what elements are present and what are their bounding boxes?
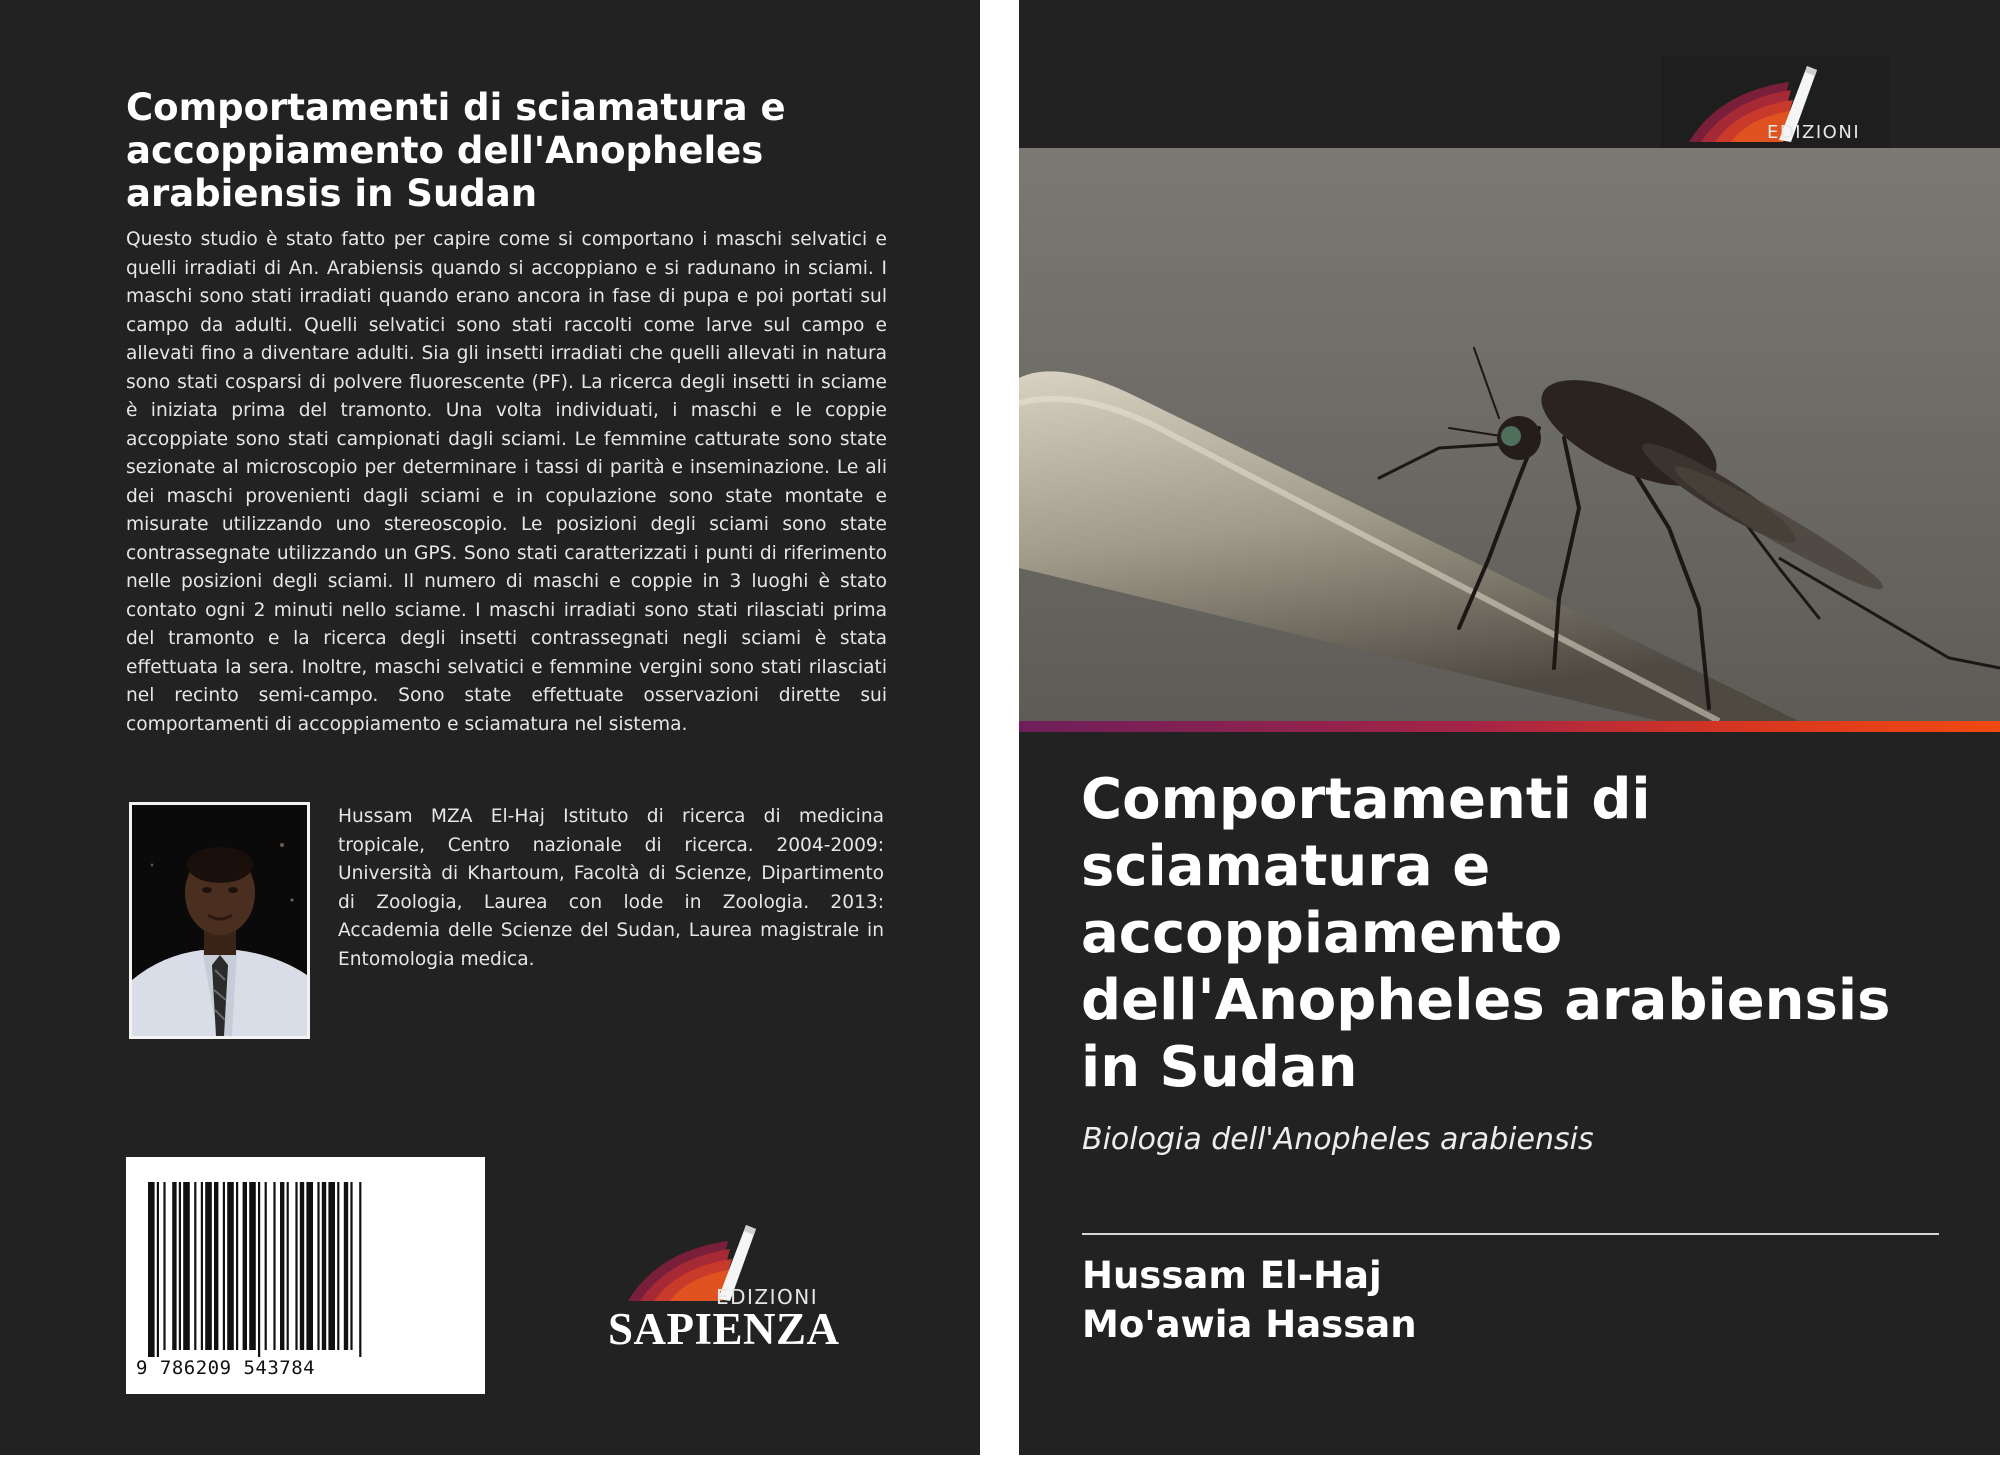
front-cover-title: Comportamenti di sciamatura e accoppiamento dell'Anopheles arabiensis in Sudan	[1081, 767, 1891, 1100]
barcode-bar	[328, 1182, 335, 1350]
barcode-bar	[148, 1182, 155, 1357]
barcode-bar	[258, 1182, 260, 1357]
divider	[1082, 1233, 1939, 1235]
barcode-bar	[243, 1182, 247, 1350]
publisher-logo-back	[600, 1215, 840, 1354]
barcode-bar	[172, 1182, 176, 1350]
barcode-bar	[344, 1182, 348, 1350]
barcode-bar	[236, 1182, 238, 1350]
barcode-bar	[157, 1182, 159, 1357]
back-cover-summary: Questo studio è stato fatto per capire come si comportano i maschi selvatici e quelli irradiati di An. Arabiensis quando si accoppiano e si radunano in sciami. I maschi sono stati irradiati quando erano ancora in fase di pupa e poi portati sul campo da adulti. Quelli selvatici sono stati raccolti come larve sul campo e allevati fino a diventare adulti. Sia gli insetti irradiati che quelli allevati in natura sono stati cosparsi di polvere fluorescente (PF). La ricerca degli insetti in sciame è iniziata prima del tramonto. Una volta individuati, i maschi e le coppie accoppiate sono stati campionati dagli sciami. Le femmine catturate sono state sezionate al microscopio per determinare i tassi di parità e inseminazione. Le ali dei maschi provenienti dagli sciami e in copulazione sono state montate e misurate utilizzando uno stereoscopio. Le posizioni degli sciami sono state contrassegnate utilizzando un GPS. Sono stati caratterizzati i punti di riferimento nelle posizioni degli sciami. Il numero di maschi e coppie in 3 luoghi è stato contato ogni 2 minuti nello sciame. I maschi irradiati sono stati rilasciati prima del tramonto e la ricerca degli insetti contrassegnati negli sciami è stata effettuata la sera. Inoltre, maschi selvatici e femmine vergini sono stati rilasciati nel recinto semi-campo. Sono state effettuate osservazioni dirette sui comportamenti di accoppiamento e sciamatura nel sistema.	[126, 229, 887, 735]
barcode-bar	[179, 1182, 181, 1350]
barcode-bar	[205, 1182, 212, 1350]
barcode-bar	[280, 1182, 284, 1350]
back-cover-title: Comportamenti di sciamatura e accoppiamento dell'Anopheles arabiensis in Sudan	[126, 86, 786, 215]
barcode-bar	[265, 1182, 267, 1350]
publisher-line2: SAPIENZA	[608, 1304, 840, 1354]
barcode-bar	[317, 1182, 319, 1350]
barcode-bar	[214, 1182, 218, 1350]
author-photo	[129, 802, 310, 1039]
accent-bar	[1019, 721, 2000, 732]
barcode-bar	[306, 1182, 313, 1350]
barcode-bar	[183, 1182, 190, 1350]
barcode-bar	[194, 1182, 196, 1350]
mosquito-photo	[1019, 148, 2000, 721]
author-bio: Hussam MZA El-Haj Istituto di ricerca di medicina tropicale, Centro nazionale di ricerca. 2004-2009: Università di Khartoum, Facoltà di Scienze, Dipartimento di Zoologia, Laurea con lode in Zoologia. 2013: Accademia delle Scienze del Sudan, Laurea magistrale in Entomologia medica.	[338, 806, 884, 970]
barcode-bar	[249, 1182, 256, 1350]
barcode-bar	[227, 1182, 234, 1350]
barcode-bar	[223, 1182, 225, 1350]
author-name-1: Hussam El-Haj	[1082, 1254, 1382, 1297]
isbn-digits: 9 786209 543784	[136, 1357, 316, 1379]
barcode-bar	[273, 1182, 275, 1350]
barcode-bar	[322, 1182, 326, 1350]
barcode-bar	[201, 1182, 203, 1350]
barcode-bar	[287, 1182, 289, 1350]
front-cover-subtitle: Biologia dell'Anopheles arabiensis	[1082, 1122, 1594, 1157]
barcode-bar	[359, 1182, 361, 1357]
barcode	[126, 1157, 485, 1394]
author-name-2: Mo'awia Hassan	[1082, 1303, 1417, 1346]
publisher-line1: EDIZIONI	[1767, 122, 1861, 143]
barcode-bar	[163, 1182, 165, 1350]
barcode-bar	[300, 1182, 304, 1350]
barcode-bar	[337, 1182, 339, 1350]
barcode-bar	[350, 1182, 352, 1350]
publisher-line1: EDIZIONI	[716, 1285, 819, 1309]
barcode-bar	[295, 1182, 297, 1350]
